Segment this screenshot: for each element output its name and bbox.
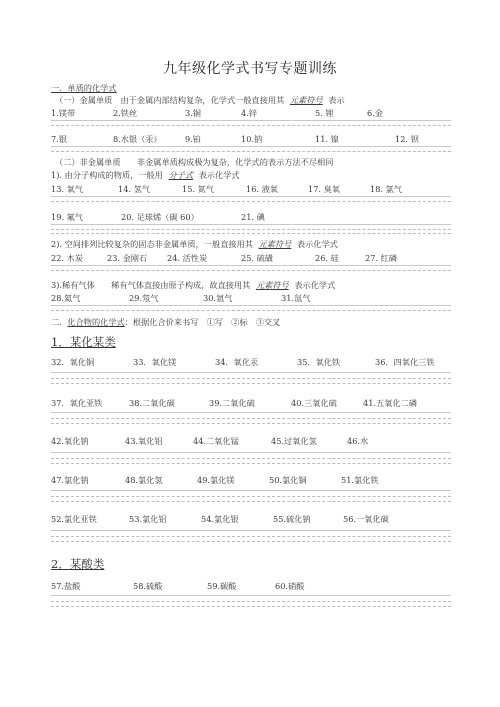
list-item: 10.钠 [241, 134, 263, 144]
section-1-heading [51, 84, 117, 92]
list-item: 31.氙气 [281, 293, 311, 303]
acid-row [51, 582, 335, 590]
section-2-heading-suffix: ：根据化合价来书写 ①写 ②标 ③交叉 [124, 317, 281, 327]
answer-line [51, 536, 451, 537]
list-item: 40.三氧化硫 [291, 398, 337, 408]
list-item: 2.铁丝 [113, 108, 138, 118]
list-item: 54.氯化银 [201, 514, 239, 524]
list-item: 17. 臭氧 [308, 184, 340, 194]
answer-line [51, 146, 451, 147]
molecule-row-1 [51, 185, 420, 193]
list-item: 11. 镍 [315, 134, 339, 144]
compound-row-1 [51, 358, 451, 366]
nonmetal-intro: （二）非金属单质 非金属单质构成极为复杂，化学式的表示方法不尽相同 [55, 157, 334, 167]
list-item: 13. 氧气 [51, 184, 83, 194]
list-item: 25. 硫磺 [241, 253, 273, 263]
list-item: 48.氯化氢 [125, 475, 163, 485]
list-item: 34．氧化汞 [215, 357, 259, 367]
answer-line [51, 305, 451, 306]
list-item: 39.二氧化硫 [209, 398, 255, 408]
answer-line [51, 595, 451, 596]
answer-line [51, 458, 451, 459]
list-item: 30.氩气 [203, 293, 233, 303]
list-item: 43.氧化铝 [125, 436, 163, 446]
solid-row [51, 254, 415, 262]
solid-intro-end: 表示化学式 [296, 239, 338, 249]
noble-gas-answer: 元素符号 [255, 280, 289, 290]
answer-line [51, 412, 451, 413]
list-item: 59.碳酸 [207, 581, 237, 591]
metal-intro-end: 表示 [328, 95, 345, 105]
list-item: 55.硫化钠 [273, 514, 311, 524]
list-item: 9.铂 [185, 134, 201, 144]
answer-line [51, 463, 451, 464]
metal-answer: 元素符号 [289, 95, 323, 105]
page-title: 九年级化学式书写专题训练 [163, 61, 337, 77]
list-item: 22. 木炭 [51, 253, 83, 263]
compound-row-4 [51, 476, 411, 484]
oxide-category-title: 1．某化某类 [51, 335, 116, 349]
list-item: 33．氧化镁 [133, 357, 177, 367]
list-item: 4.锌 [241, 108, 257, 118]
answer-line [51, 233, 451, 234]
section-2-heading-text: 化合物的化学式 [67, 317, 125, 327]
list-item: 15. 氮气 [182, 184, 214, 194]
answer-line [51, 383, 451, 384]
answer-line [51, 151, 451, 152]
list-item: 23. 金刚石 [107, 253, 148, 263]
list-item: 6.金 [367, 108, 383, 118]
noble-gas-intro [51, 281, 335, 289]
answer-line [51, 310, 451, 311]
answer-line [51, 501, 451, 502]
list-item: 53.氯化铝 [129, 514, 167, 524]
answer-line [51, 530, 451, 531]
metal-row-2 [51, 135, 435, 143]
list-item: 19. 氟气 [51, 212, 83, 222]
answer-line [51, 490, 451, 491]
list-item: 14. 氢气 [118, 184, 150, 194]
compound-row-2 [51, 399, 451, 407]
list-item: 57.盐酸 [51, 581, 81, 591]
answer-line [51, 229, 451, 230]
molecule-intro-end: 表示化学式 [198, 170, 240, 180]
list-item: 58.硫酸 [133, 581, 163, 591]
list-item: 49.氯化镁 [197, 475, 235, 485]
list-item: 46.水 [347, 436, 369, 446]
solid-answer: 元素符号 [258, 239, 292, 249]
section-2-heading-prefix: 二． [51, 317, 68, 327]
answer-line [51, 120, 451, 121]
list-item: 16. 液氧 [246, 184, 278, 194]
molecule-row-2 [51, 213, 301, 221]
answer-line [51, 378, 451, 379]
list-item: 47.氯化钠 [51, 475, 89, 485]
list-item: 52.氯化亚铁 [51, 514, 97, 524]
answer-line [51, 601, 451, 602]
list-item: 18. 氯气 [370, 184, 402, 194]
list-item: 12. 钡 [395, 134, 419, 144]
answer-line [51, 224, 451, 225]
compound-row-5 [51, 515, 423, 523]
list-item: 7.银 [51, 134, 67, 144]
molecule-answer: 分子式 [168, 170, 194, 180]
list-item: 8.水银（汞） [113, 134, 162, 144]
noble-gas-intro-end: 表示化学式 [294, 280, 336, 290]
list-item: 45.过氧化氢 [271, 436, 317, 446]
list-item: 42.氧化钠 [51, 436, 89, 446]
answer-line [51, 265, 451, 266]
list-item: 5. 锂 [315, 108, 334, 118]
metal-intro [55, 96, 345, 104]
list-item: 51.氯化铁 [341, 475, 379, 485]
noble-gas-row [51, 294, 341, 302]
solid-intro [51, 240, 338, 248]
solid-intro-text: 2). 空间排列比较复杂的固态非金属单质，一般直接用其 [51, 239, 253, 249]
molecule-intro-text: 1). 由分子构成的物质，一般用 [51, 170, 163, 180]
answer-line [51, 418, 451, 419]
answer-line [51, 452, 451, 453]
compound-row-3 [51, 437, 407, 445]
metal-intro-text: （一）金属单质 由于金属内部结构复杂，化学式一般直接用其 [55, 95, 285, 105]
list-item: 32．氧化铜 [51, 357, 95, 367]
list-item: 21. 碘 [241, 212, 265, 222]
answer-line [51, 496, 451, 497]
list-item: 37．氧化亚铁 [51, 398, 103, 408]
list-item: 28.氦气 [51, 293, 81, 303]
list-item: 44.二氧化锰 [193, 436, 239, 446]
list-item: 35．氧化铁 [297, 357, 341, 367]
molecule-intro [51, 171, 240, 179]
answer-line [51, 270, 451, 271]
section-2-heading [51, 318, 280, 326]
answer-line [51, 372, 451, 373]
list-item: 29.氖气 [129, 293, 159, 303]
noble-gas-intro-text: 3).稀有气体 稀有气体直接由原子构成，故直接用其 [51, 280, 251, 290]
list-item: 41.五氧化二磷 [363, 398, 417, 408]
list-item: 1.镁带 [51, 108, 76, 118]
list-item: 20. 足球烯（碳 60） [121, 212, 199, 222]
answer-line [51, 423, 451, 424]
answer-line [51, 196, 451, 197]
metal-row-1 [51, 109, 407, 117]
answer-line [51, 541, 451, 542]
list-item: 60.硝酸 [275, 581, 305, 591]
list-item: 38.二氧化碳 [129, 398, 175, 408]
list-item: 50.氯化铜 [269, 475, 307, 485]
list-item: 27. 红磷 [365, 253, 397, 263]
list-item: 3.铜 [185, 108, 201, 118]
list-item: 56.一氧化碳 [343, 514, 389, 524]
acid-category-title: 2．某酸类 [51, 557, 105, 571]
answer-line [51, 201, 451, 202]
list-item: 24. 活性炭 [167, 253, 208, 263]
section-1-heading-text: 一．单质的化学式 [51, 83, 117, 93]
answer-line [51, 125, 451, 126]
answer-line [51, 606, 451, 607]
list-item: 26. 硅 [315, 253, 339, 263]
list-item: 36．四氧化三铁 [375, 357, 435, 367]
